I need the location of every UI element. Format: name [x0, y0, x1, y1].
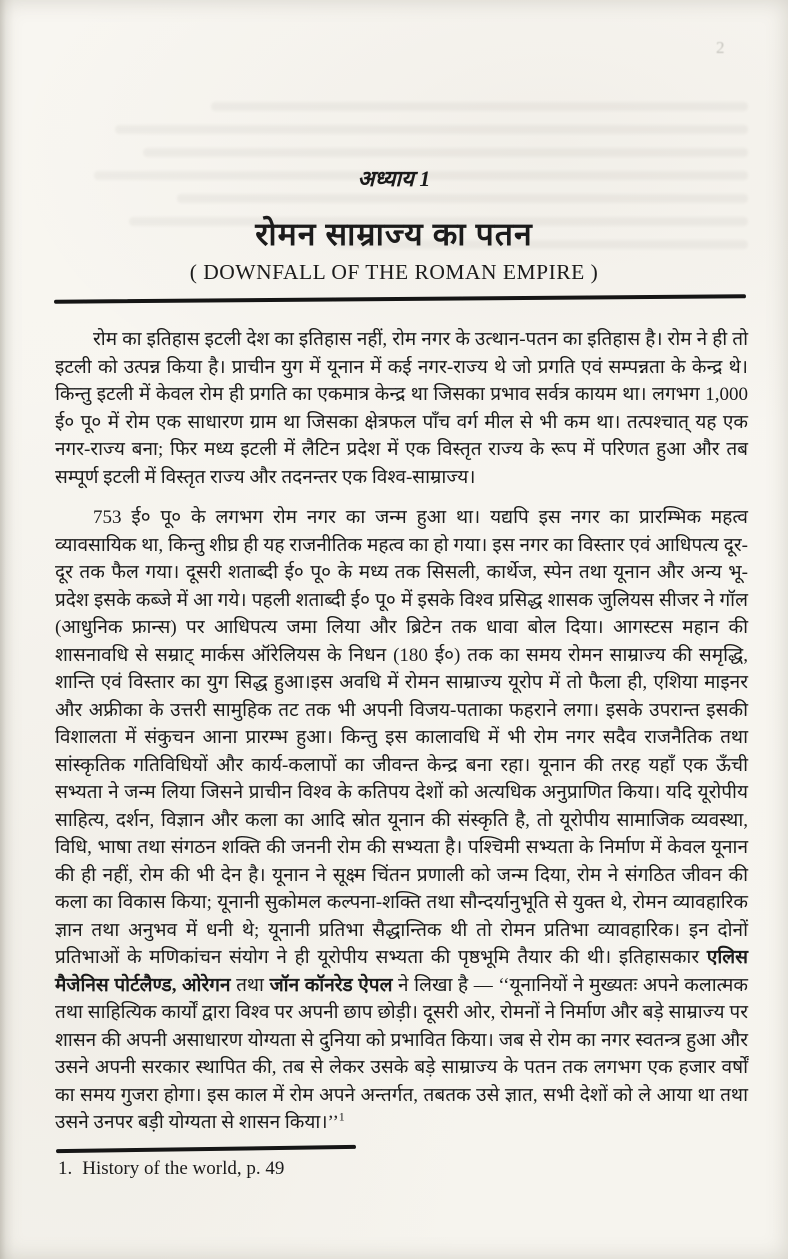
paragraph-1: रोम का इतिहास इटली देश का इतिहास नहीं, रोम नगर के उत्थान-पतन का इतिहास है। रोम ने ही तो इटली को उत्पन्न किया है। प्राचीन युग में यूनान में कई नगर-राज्य थे जो प्रगति एवं सम्पन्नता के केन्द्र थे। किन्तु इटली में केवल रोम ही प्रगति का एकमात्र केन्द्र था जिसका प्रभाव सर्वत्र कायम था। लगभग 1,000 ई० पू० में रोम एक साधारण ग्राम था जिसका क्षेत्रफल पाँच वर्ग मील से भी कम था। तत्पश्चात् यह एक नगर-राज्य बना; फिर मध्य इटली में लैटिन प्रदेश में एक विस्तृत राज्य के रूप में परिणत हुआ और तब सम्पूर्ण इटली में विस्तृत राज्य और तदनन्तर एक विश्व-साम्राज्य।: [55, 329, 748, 488]
body-text: [55, 326, 748, 1137]
footnote: [58, 1156, 284, 1182]
title-divider-rule: [54, 294, 746, 303]
page-number-ghost: 2: [716, 38, 725, 57]
chapter-label: अध्याय 1: [357, 166, 431, 191]
footnote-reference: 1: [338, 1109, 345, 1124]
historian-name-bold: जॉन कॉनरेड ऐपल: [269, 974, 393, 996]
page-subtitle: ( DOWNFALL OF THE ROMAN EMPIRE ): [189, 260, 599, 284]
paragraph-2-text: ने लिखा है — ‘‘यूनानियों ने मुख्यतः अपने कलात्मक तथा साहित्यिक कार्यों द्वारा विश्व पर अपनी छाप छोड़ी। दूसरी ओर, रोमनों ने निर्माण और बड़े साम्राज्य पर शासन की अपनी असाधारण योग्यता से दुनिया को प्रभावित किया। जब से रोम का नगर स्वतन्त्र हुआ और उसने अपनी सरकार स्थापित की, तब से लेकर उसके बड़े साम्राज्य के पतन तक लगभग एक हजार वर्षों का समय गुजरा होगा। इस काल में रोम अपने अन्तर्गत, तबतक उसे ज्ञात, सभी देशों को ले आया था तथा उसने उनपर बड़ी योग्यता से शासन किया।’’: [55, 974, 748, 1133]
paragraph-2-text: तथा: [230, 974, 270, 996]
historian-name-bold: एलिस मैजेनिस पोर्टलैण्ड, ओरेगन: [55, 947, 748, 996]
paragraph-2: [55, 504, 748, 1137]
page-title: रोमन साम्राज्य का पतन: [255, 216, 533, 252]
paragraph-2-text: 753 ई० पू० के लगभग रोम नगर का जन्म हुआ था। यद्यपि इस नगर का प्रारम्भिक महत्व व्यावसायिक था, किन्तु शीघ्र ही यह राजनीतिक महत्व का हो गया। इस नगर का विस्तार एवं आधिपत्य दूर-दूर तक फैल गया। दूसरी शताब्दी ई० पू० के मध्य तक सिसली, कार्थेज, स्पेन तथा यूनान और अन्य भू-प्रदेश इसके कब्जे में आ गये। पहली शताब्दी ई० पू० में इसके विश्व प्रसिद्ध शासक जुलियस सीजर ने गॉल (आधुनिक फ्रान्स) पर आधिपत्य जमा लिया और ब्रिटेन तक धावा बोल दिया। आगस्टस महान की शासनावधि से सम्राट् मार्कस ऑरेलियस के निधन (180 ई०) तक का समय रोमन साम्राज्य की समृद्धि, शान्ति एवं विस्तार का युग सिद्ध हुआ।इस अवधि में रोमन साम्राज्य यूरोप में तो फैला ही, एशिया माइनर और अफ्रीका के उत्तरी सामुहिक तट तक भी अपनी विजय-पताका फहराने लगा। इसके उपरान्त इसकी विशालता में संकुचन आना प्रारम्भ हुआ। किन्तु इस कालावधि में भी रोम नगर सदैव राजनैतिक तथा सांस्कृतिक गतिविधियों और कार्य-कलापों का जीवन्त केन्द्र बना रहा। यूनान की तरह यहाँ एक ऊँची सभ्यता ने जन्म लिया जिसने प्राचीन विश्व के कतिपय देशों को अत्यधिक अनुप्राणित किया। यदि यूरोपीय साहित्य, दर्शन, विज्ञान और कला का आदि स्रोत यूनान की संस्कृति है, तो यूरोपीय सामाजिक व्यवस्था, विधि, भाषा तथा संगठन शक्ति की जननी रोम की सभ्यता है। पश्चिमी सभ्यता के निर्माण में केवल यूनान की ही नहीं, रोम की भी देन है। यूनान ने सूक्ष्म चिंतन प्रणाली को जन्म दिया, रोम ने संगठित जीवन की कला का विकास किया; यूनानी सुकोमल कल्पना-शक्ति तथा सौन्दर्यानुभूति से युक्त थे, रोमन व्यावहारिक ज्ञान तथा अनुभव में धनी थे; यूनानी प्रतिभा सैद्धान्तिक थी तो रोमन प्रतिभा व्यावहारिक। इन दोनों प्रतिभाओं के मणिकांचन संयोग ने ही यूरोपीय सभ्यता की पृष्ठभूमि तैयार की थी। इतिहासकार: [55, 507, 748, 968]
footnote-divider-rule: [56, 1145, 356, 1153]
footnote-marker: 1.: [58, 1158, 73, 1179]
footnote-text: History of the world, p. 49: [82, 1158, 285, 1179]
